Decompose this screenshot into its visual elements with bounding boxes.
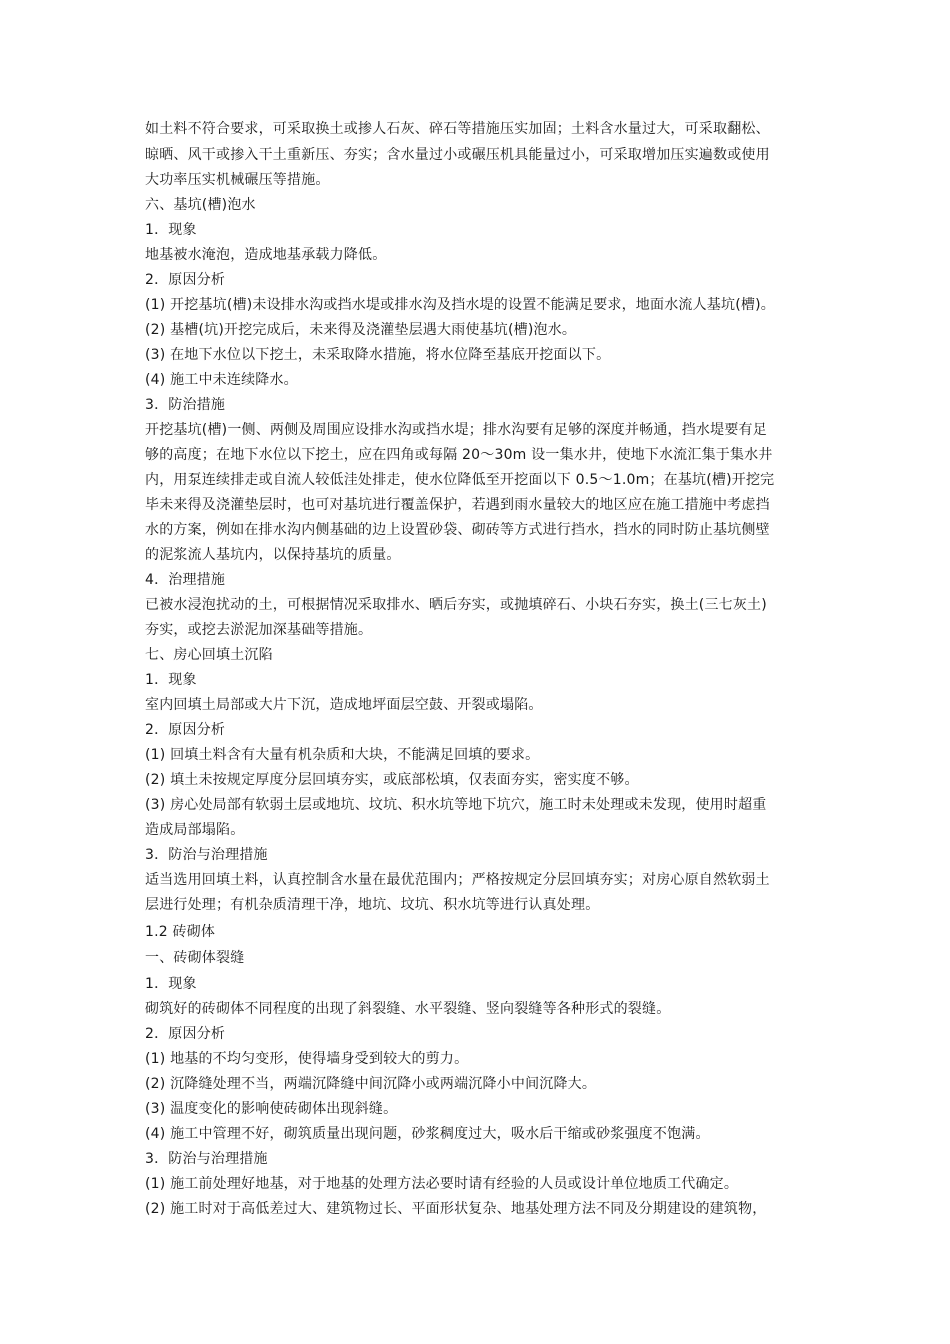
body-text-line: 地基被水淹泡，造成地基承载力降低。: [145, 247, 387, 263]
list-item: (1) 回填土料含有大量有机杂质和大块，不能满足回填的要求。: [145, 747, 540, 763]
list-item: (2) 填土未按规定厚度分层回填夯实，或底部松填，仅表面夯实，密实度不够。: [145, 772, 639, 788]
list-item: (2) 施工时对于高低差过大、建筑物过长、平面形状复杂、地基处理方法不同及分期建设的建筑物，: [145, 1201, 767, 1217]
subsection-heading: 2．原因分析: [145, 722, 226, 738]
body-text-line: 室内回填土局部或大片下沉，造成地坪面层空鼓、开裂或塌陷。: [145, 697, 543, 713]
body-text-line: 开挖基坑(槽)一侧、两侧及周围应设排水沟或挡水堤；排水沟要有足够的深度并畅通，挡水堤要有足: [145, 422, 767, 438]
subsection-heading: 1．现象: [145, 672, 197, 688]
body-text-line: 砌筑好的砖砌体不同程度的出现了斜裂缝、水平裂缝、竖向裂缝等各种形式的裂缝。: [145, 1001, 671, 1017]
body-text-line: 适当选用回填土料，认真控制含水量在最优范围内；严格按规定分层回填夯实；对房心原自然软弱土: [145, 872, 770, 888]
subsection-heading: 1．现象: [145, 222, 197, 238]
body-text-line: 晾晒、风干或掺入干土重新压、夯实；含水量过小或碾压机具能量过小，可采取增加压实遍数或使用: [145, 147, 770, 163]
body-text-line: 层进行处理；有机杂质清理干净，地坑、坟坑、积水坑等进行认真处理。: [145, 897, 600, 913]
body-text-line: 夯实，或挖去淤泥加深基础等措施。: [145, 622, 373, 638]
body-text-line: 如土料不符合要求，可采取换土或掺人石灰、碎石等措施压实加固；土料含水量过大，可采取翻松、: [145, 121, 770, 137]
subsection-heading: 3．防治与治理措施: [145, 847, 268, 863]
body-text-line: 的泥浆流人基坑内，以保持基坑的质量。: [145, 547, 401, 563]
list-item: (1) 施工前处理好地基，对于地基的处理方法必要时请有经验的人员或设计单位地质工代确定。: [145, 1176, 739, 1192]
list-item: (3) 房心处局部有软弱土层或地坑、坟坑、积水坑等地下坑穴，施工时未处理或未发现，使用时超重: [145, 797, 767, 813]
list-item: (3) 温度变化的影响使砖砌体出现斜缝。: [145, 1101, 398, 1117]
section-heading: 一、砖砌体裂缝: [145, 950, 245, 966]
body-text-line: 毕未来得及浇灌垫层时，也可对基坑进行覆盖保护，若遇到雨水量较大的地区应在施工措施中考虑挡: [145, 497, 770, 513]
body-text-line: 已被水浸泡扰动的土，可根据情况采取排水、晒后夯实，或抛填碎石、小块石夯实，换土(三七灰土): [145, 597, 767, 613]
list-item: (1) 开挖基坑(槽)未设排水沟或挡水堤或排水沟及挡水堤的设置不能满足要求，地面水流人基坑(槽)。: [145, 297, 775, 313]
subsection-heading: 3．防治与治理措施: [145, 1151, 268, 1167]
body-text-line: 大功率压实机械碾压等措施。: [145, 172, 330, 188]
list-item: (4) 施工中管理不好，砌筑质量出现问题，砂浆稠度过大，吸水后干缩或砂浆强度不饱满。: [145, 1126, 710, 1142]
list-item: (3) 在地下水位以下挖土，未采取降水措施，将水位降至基底开挖面以下。: [145, 347, 611, 363]
chapter-heading: 1.2 砖砌体: [145, 924, 216, 940]
section-heading: 六、基坑(槽)泡水: [145, 197, 256, 213]
list-item-continuation: 造成局部塌陷。: [145, 822, 245, 838]
subsection-heading: 4．治理措施: [145, 572, 226, 588]
body-text-line: 够的高度；在地下水位以下挖土，应在四角或每隔 20～30m 设一集水井，使地下水流汇集于集水井: [145, 447, 773, 463]
subsection-heading: 3．防治措施: [145, 397, 226, 413]
subsection-heading: 2．原因分析: [145, 1026, 226, 1042]
subsection-heading: 1．现象: [145, 976, 197, 992]
list-item: (1) 地基的不均匀变形，使得墙身受到较大的剪力。: [145, 1051, 469, 1067]
body-text-line: 水的方案，例如在排水沟内侧基础的边上设置砂袋、砌砖等方式进行挡水，挡水的同时防止基坑侧壁: [145, 522, 770, 538]
subsection-heading: 2．原因分析: [145, 272, 226, 288]
list-item: (2) 基槽(坑)开挖完成后，未来得及浇灌垫层遇大雨使基坑(槽)泡水。: [145, 322, 577, 338]
list-item: (2) 沉降缝处理不当，两端沉降缝中间沉降小或两端沉降小中间沉降大。: [145, 1076, 597, 1092]
section-heading: 七、房心回填土沉陷: [145, 647, 273, 663]
body-text-line: 内，用泵连续排走或自流人较低洼处排走，使水位降低至开挖面以下 0.5～1.0m；在基坑(槽)开挖完: [145, 472, 775, 488]
list-item: (4) 施工中未连续降水。: [145, 372, 298, 388]
